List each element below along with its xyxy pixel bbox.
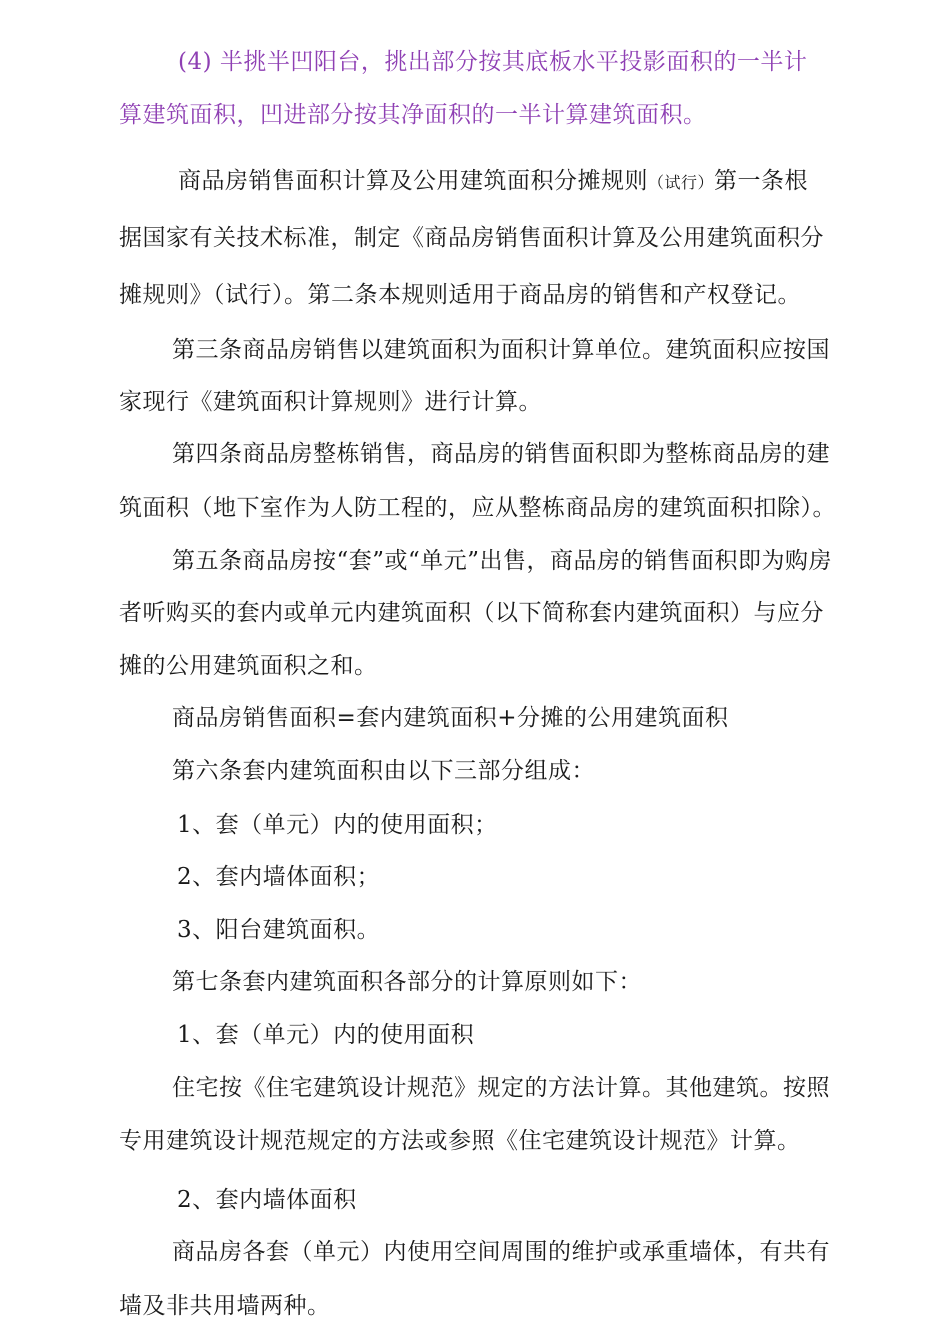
paragraph-line: 第三条商品房销售以建筑面积为面积计算单位。建筑面积应按国 bbox=[172, 337, 830, 363]
article-one-start: 第一条根 bbox=[714, 168, 809, 194]
paragraph-line: 住宅按《住宅建筑设计规范》规定的方法计算。其他建筑。按照 bbox=[172, 1075, 830, 1101]
paragraph-line: 第六条套内建筑面积由以下三部分组成： bbox=[172, 758, 595, 784]
formula-line: 商品房销售面积=套内建筑面积+分摊的公用建筑面积 bbox=[172, 705, 729, 731]
paragraph-line: 商品房各套（单元）内使用空间周围的维护或承重墙体，有共有 bbox=[172, 1239, 830, 1265]
paragraph-line: 据国家有关技术标准，制定《商品房销售面积计算及公用建筑面积分 bbox=[119, 225, 824, 251]
paragraph-line: 筑面积（地下室作为人防工程的，应从整栋商品房的建筑面积扣除）。 bbox=[119, 495, 836, 521]
rule-title-note: （试行） bbox=[648, 173, 715, 192]
list-item: 1、套（单元）内的使用面积 bbox=[177, 1022, 475, 1048]
paragraph-line: 第五条商品房按“套”或“单元”出售，商品房的销售面积即为购房 bbox=[172, 548, 833, 574]
paragraph-line: (4) 半挑半凹阳台，挑出部分按其底板水平投影面积的一半计 bbox=[178, 49, 808, 75]
paragraph-line: 第四条商品房整栋销售，商品房的销售面积即为整栋商品房的建 bbox=[172, 441, 830, 467]
paragraph-line: 家现行《建筑面积计算规则》进行计算。 bbox=[119, 389, 542, 415]
paragraph-line: 摊的公用建筑面积之和。 bbox=[119, 653, 378, 679]
list-item: 1、套（单元）内的使用面积； bbox=[177, 812, 498, 838]
paragraph-line: 专用建筑设计规范规定的方法或参照《住宅建筑设计规范》计算。 bbox=[119, 1128, 801, 1154]
paragraph-line: 第七条套内建筑面积各部分的计算原则如下： bbox=[172, 969, 642, 995]
paragraph-line: 墙及非共用墙两种。 bbox=[119, 1293, 331, 1319]
paragraph-line: 摊规则》（试行）。第二条本规则适用于商品房的销售和产权登记。 bbox=[119, 282, 801, 308]
paragraph-line: 者听购买的套内或单元内建筑面积（以下简称套内建筑面积）与应分 bbox=[119, 600, 824, 626]
paragraph-line bbox=[178, 166, 808, 198]
list-item: 2、套内墙体面积 bbox=[177, 1187, 357, 1213]
paragraph-line: 算建筑面积，凹进部分按其净面积的一半计算建筑面积。 bbox=[119, 102, 707, 128]
list-item: 3、阳台建筑面积。 bbox=[177, 917, 381, 943]
list-item: 2、套内墙体面积； bbox=[177, 864, 381, 890]
rule-title: 商品房销售面积计算及公用建筑面积分摊规则 bbox=[178, 168, 648, 194]
